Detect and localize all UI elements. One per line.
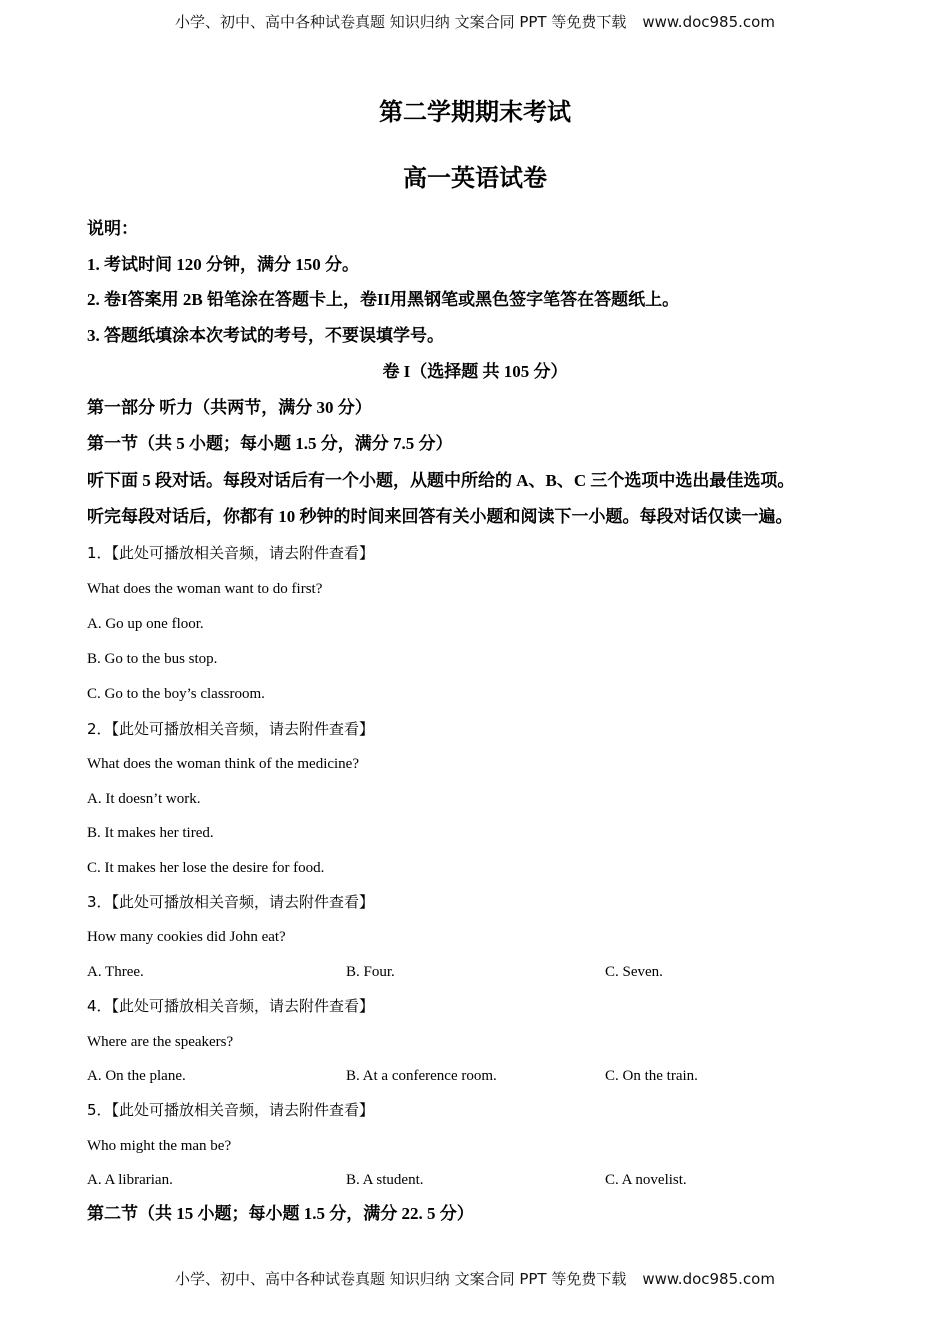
section-heading: 第一节（共 5 小题；每小题 1.5 分，满分 7.5 分） <box>87 434 453 453</box>
option: B. A student. <box>346 1172 424 1188</box>
option: A. A librarian. <box>87 1172 173 1188</box>
exam-title: 第二学期期末考试 <box>379 100 571 126</box>
header-url[interactable]: www.doc985.com <box>642 13 775 31</box>
option: C. Seven. <box>605 964 663 980</box>
section-heading: 第二节（共 15 小题；每小题 1.5 分，满分 22. 5 分） <box>87 1204 474 1223</box>
option: A. Three. <box>87 964 144 980</box>
footer-text: 小学、初中、高中各种试卷真题 知识归纳 文案合同 PPT 等免费下载 <box>175 1270 627 1288</box>
footer-url[interactable]: www.doc985.com <box>642 1270 775 1288</box>
header-text: 小学、初中、高中各种试卷真题 知识归纳 文案合同 PPT 等免费下载 <box>175 13 627 31</box>
question-text: What does the woman think of the medicine? <box>87 756 359 772</box>
option: B. At a conference room. <box>346 1068 497 1084</box>
directions-line: 听下面 5 段对话。每段对话后有一个小题，从题中所给的 A、B、C 三个选项中选出最佳选项。 <box>87 471 795 490</box>
directions-line: 听完每段对话后，你都有 10 秒钟的时间来回答有关小题和阅读下一小题。每段对话仅读一遍。 <box>87 507 793 526</box>
option: C. It makes her lose the desire for food. <box>87 860 325 876</box>
option: C. A novelist. <box>605 1172 687 1188</box>
option: B. Go to the bus stop. <box>87 651 218 667</box>
question-number: 2．【此处可播放相关音频，请去附件查看】 <box>87 720 375 738</box>
question-number: 1．【此处可播放相关音频，请去附件查看】 <box>87 544 375 562</box>
exam-subtitle: 高一英语试卷 <box>403 166 547 192</box>
option: C. On the train. <box>605 1068 698 1084</box>
part-heading: 第一部分 听力（共两节，满分 30 分） <box>87 398 372 417</box>
question-text: Who might the man be? <box>87 1138 232 1154</box>
option: A. Go up one floor. <box>87 616 204 632</box>
question-number: 5．【此处可播放相关音频，请去附件查看】 <box>87 1101 375 1119</box>
page-footer <box>0 1269 950 1289</box>
instruction-item: 1. 考试时间 120 分钟，满分 150 分。 <box>87 255 359 274</box>
instruction-item: 3. 答题纸填涂本次考试的考号，不要误填学号。 <box>87 326 444 345</box>
option: A. On the plane. <box>87 1068 186 1084</box>
question-text: How many cookies did John eat? <box>87 929 286 945</box>
instruction-item: 2. 卷I答案用 2B 铅笔涂在答题卡上，卷II用黑钢笔或黑色签字笔答在答题纸上。 <box>87 290 680 309</box>
option: C. Go to the boy’s classroom. <box>87 686 265 702</box>
instructions-label: 说明： <box>87 219 138 238</box>
question-number: 4．【此处可播放相关音频，请去附件查看】 <box>87 997 375 1015</box>
option: B. It makes her tired. <box>87 825 214 841</box>
question-text: What does the woman want to do first? <box>87 581 323 597</box>
question-number: 3．【此处可播放相关音频，请去附件查看】 <box>87 893 375 911</box>
volume-heading: 卷 I（选择题 共 105 分） <box>382 362 568 381</box>
option: B. Four. <box>346 964 395 980</box>
question-text: Where are the speakers? <box>87 1034 234 1050</box>
page-header <box>0 12 950 32</box>
option: A. It doesn’t work. <box>87 791 201 807</box>
